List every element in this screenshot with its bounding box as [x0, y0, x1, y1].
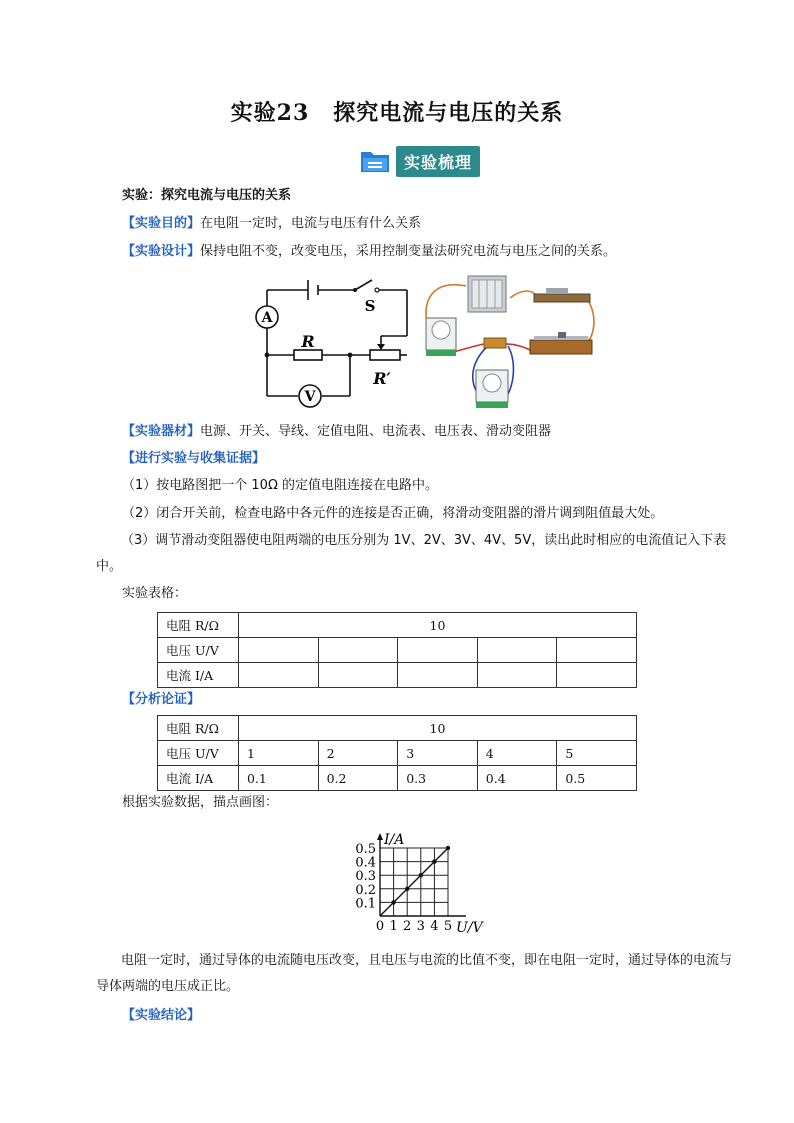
- table2-r-label: 电阻 R/Ω: [158, 716, 239, 741]
- y-tick-label: 0.1: [355, 896, 376, 912]
- data-table-filled: [157, 715, 637, 791]
- circuit-diagram: [250, 276, 420, 412]
- table2-u-label: 电压 U/V: [158, 741, 239, 766]
- procedure-line: [122, 449, 265, 469]
- folder-icon: [360, 149, 390, 173]
- procedure-step-1: （1）按电路图把一个 10Ω 的定值电阻连接在电路中。: [122, 478, 439, 493]
- table-cell: [557, 638, 637, 663]
- equipment-text: 电源、开关、导线、定值电阻、电流表、电压表、滑动变阻器: [200, 424, 552, 439]
- table1-i-label: 电流 I/A: [158, 663, 239, 688]
- conclusion-tag: 【实验结论】: [122, 1008, 201, 1023]
- title-text: 探究电流与电压的关系: [333, 100, 564, 126]
- table-cell: [318, 638, 398, 663]
- x-tick-label: 2: [403, 919, 412, 934]
- table-cell: 3: [398, 741, 478, 766]
- section-badge: [360, 146, 480, 176]
- procedure-step-2: （2）闭合开关前，检查电路中各元件的连接是否正确，将滑动变阻器的滑片调到阻值最大处。: [122, 506, 664, 521]
- y-tick-label: 0.4: [355, 855, 376, 871]
- table-cell: [239, 638, 319, 663]
- table-cell: [398, 663, 478, 688]
- y-axis-arrow: [377, 833, 383, 840]
- table-cell: 1: [239, 741, 319, 766]
- iv-chart: [340, 822, 500, 942]
- ammeter-label: A: [261, 310, 273, 326]
- table1-r-label: 电阻 R/Ω: [158, 613, 239, 638]
- y-axis-label: I/A: [384, 832, 405, 848]
- table-row: [158, 766, 637, 791]
- title-number: 实验23: [230, 100, 310, 126]
- data-point: [446, 846, 450, 850]
- table-cell: 5: [557, 741, 637, 766]
- conclusion-line: [122, 1006, 200, 1026]
- data-table-empty: [157, 612, 637, 688]
- page-title: [0, 96, 794, 127]
- plot-label: 根据实验数据，描点画图：: [122, 795, 279, 810]
- table-row: [158, 613, 637, 638]
- table1-r-value: 10: [239, 613, 637, 638]
- design-text: 保持电阻不变，改变电压，采用控制变量法研究电流与电压之间的关系。: [200, 244, 617, 259]
- table2-i-label: 电流 I/A: [158, 766, 239, 791]
- table-label: 实验表格：: [122, 586, 188, 601]
- data-point: [432, 859, 436, 863]
- data-point: [419, 873, 423, 877]
- purpose-text: 在电阻一定时，电流与电压有什么关系: [200, 216, 422, 231]
- table-row: [158, 663, 637, 688]
- table2-r-value: 10: [239, 716, 637, 741]
- x-tick-label: 1: [389, 919, 398, 934]
- table-row: [158, 741, 637, 766]
- voltmeter-label: V: [304, 389, 316, 405]
- table-cell: 0.3: [398, 766, 478, 791]
- design-tag: 【实验设计】: [122, 244, 201, 259]
- table-cell: 4: [477, 741, 557, 766]
- x-axis-label: U/V: [456, 920, 483, 936]
- switch-label: S: [364, 297, 376, 315]
- table-cell: 0.1: [239, 766, 319, 791]
- x-tick-label: 4: [430, 919, 439, 934]
- equipment-line: [122, 422, 551, 442]
- design-line: [122, 242, 616, 262]
- intro-label: 实验：探究电流与电压的关系: [122, 188, 292, 203]
- analysis-line: [122, 690, 200, 710]
- equipment-tag: 【实验器材】: [122, 424, 201, 439]
- table-cell: 0.4: [477, 766, 557, 791]
- y-tick-label: 0.3: [355, 869, 376, 885]
- procedure-tag: 【进行实验与收集证据】: [122, 451, 266, 466]
- table-cell: [477, 638, 557, 663]
- x-tick-label: 3: [416, 919, 425, 934]
- table-cell: [557, 663, 637, 688]
- table-cell: [398, 638, 478, 663]
- table-cell: [477, 663, 557, 688]
- table-row: [158, 638, 637, 663]
- resistor-label: R: [301, 332, 315, 351]
- apparatus-illustration: [418, 268, 598, 414]
- badge-label: 实验梳理: [396, 146, 480, 177]
- conclusion-paragraph: 电阻一定时，通过导体的电流随电压改变，且电压与电流的比值不变，即在电阻一定时，通过导体的电流与导体两端的电压成正比。: [96, 953, 733, 994]
- procedure-step-3: （3）调节滑动变阻器使电阻两端的电压分别为 1V、2V、3V、4V、5V，读出此时相应的电流值记入下表中。: [96, 533, 727, 574]
- y-tick-label: 0.2: [355, 882, 376, 898]
- x-tick-label: 5: [443, 919, 453, 934]
- purpose-tag: 【实验目的】: [122, 216, 201, 231]
- table-cell: [318, 663, 398, 688]
- table-cell: 0.5: [557, 766, 637, 791]
- rheostat-label: R′: [373, 369, 391, 388]
- x-tick-label: 0: [375, 919, 385, 934]
- table-cell: 2: [318, 741, 398, 766]
- purpose-line: [122, 214, 421, 234]
- series-line: [380, 848, 448, 916]
- table1-u-label: 电压 U/V: [158, 638, 239, 663]
- data-point: [405, 887, 409, 891]
- y-tick-label: 0.5: [355, 842, 376, 857]
- analysis-tag: 【分析论证】: [122, 692, 201, 707]
- data-point: [391, 900, 395, 904]
- table-cell: 0.2: [318, 766, 398, 791]
- table-row: [158, 716, 637, 741]
- table-cell: [239, 663, 319, 688]
